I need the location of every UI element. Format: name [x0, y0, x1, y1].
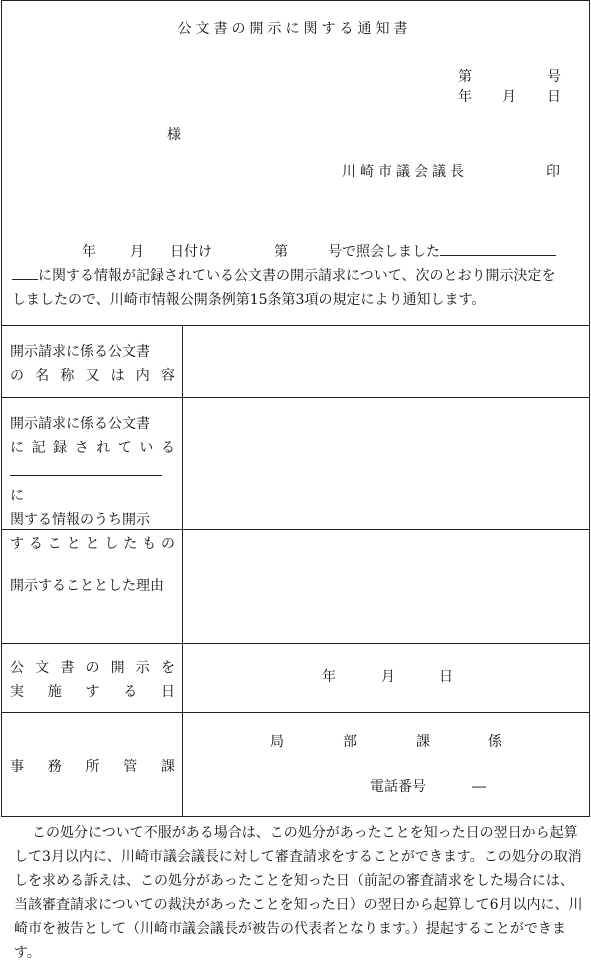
- row1-label-line-2: の 名 称 又 は 内 容: [10, 368, 175, 384]
- row2-blank-line: [10, 461, 162, 476]
- row-rule-3: [1, 643, 590, 644]
- appeal-notice: この処分について不服がある場合は、この処分があったことを知った日の翌日から起算して3月以内に、川崎市議会議長に対して審査請求をすることができます。この処分の取消しを求める訴えは、この処分があったことを知った日（前記の審査請求をした場合には、当該審査請求についての裁決があったことを知った日）の翌日から起算して6月以内に、川崎市を被告として（川崎市議会議長が被告の代表者となります。）提起することができます。: [14, 825, 583, 961]
- intro-blank-line-2: [12, 265, 38, 280]
- row4-label-line-2: 実 施 す る 日: [10, 684, 175, 700]
- row4-year: 年: [322, 669, 336, 685]
- intro-line-2: [12, 264, 582, 288]
- column-divider: [182, 325, 183, 817]
- intro-number-prefix: 第: [274, 244, 288, 260]
- row4-day: 日: [439, 669, 453, 685]
- addressee-suffix: 様: [167, 127, 181, 143]
- row5-label-line: 事 務 所 管 課: [10, 759, 175, 775]
- row2-label: [10, 412, 175, 556]
- date-year: 年: [458, 89, 472, 105]
- intro-year: 年: [82, 244, 96, 260]
- row5-bureau: 局: [270, 734, 284, 750]
- intro-number-suffix-text: 号で照会しました: [328, 244, 440, 260]
- row2-label-line-1: 開示請求に係る公文書: [10, 416, 150, 432]
- intro-line-3: しましたので、川崎市情報公開条例第15条第3項の規定により通知します。: [12, 292, 486, 308]
- issuer-name: 川崎市議会議長: [342, 164, 468, 180]
- row1-label-line-1: 開示請求に係る公文書: [10, 344, 150, 360]
- intro-line-2-text: に関する情報が記録されている公文書の開示請求について、次のとおり開示決定を: [38, 268, 556, 284]
- date-day: 日: [547, 89, 561, 105]
- row4-month: 月: [381, 669, 395, 685]
- row2-label-line-3: に: [10, 460, 175, 508]
- row-rule-1: [1, 397, 590, 398]
- intro-day-dated: 日付け: [170, 244, 212, 260]
- row3-label: 開示することとした理由: [10, 578, 164, 594]
- row4-label: [10, 656, 175, 704]
- row2-label-line-5: す る こ と と し た も の: [10, 536, 175, 552]
- number-prefix: 第: [458, 69, 472, 85]
- intro-line-1: [12, 240, 582, 264]
- seal-mark: 印: [546, 164, 560, 180]
- row-rule-4: [1, 712, 590, 713]
- intro-month: 月: [130, 244, 144, 260]
- row5-unit: 係: [488, 734, 502, 750]
- row5-department: 部: [343, 734, 357, 750]
- row5-label: [10, 755, 175, 779]
- row5-phone-label: 電話番号: [370, 779, 426, 795]
- row5-phone-dash: ―: [472, 779, 486, 795]
- row5-section: 課: [416, 734, 430, 750]
- date-month: 月: [502, 89, 516, 105]
- row2-label-line-2: に 記 録 さ れ て い る: [10, 440, 175, 456]
- intro-blank-line-1: [440, 241, 556, 256]
- row1-label: [10, 340, 175, 388]
- document-title: 公文書の開示に関する通知書: [177, 21, 412, 37]
- table-top-rule: [1, 325, 590, 326]
- number-suffix: 号: [547, 69, 561, 85]
- row4-label-line-1: 公 文 書 の 開 示 を: [10, 660, 175, 676]
- row2-label-line-4: 関する情報のうち開示: [10, 512, 150, 528]
